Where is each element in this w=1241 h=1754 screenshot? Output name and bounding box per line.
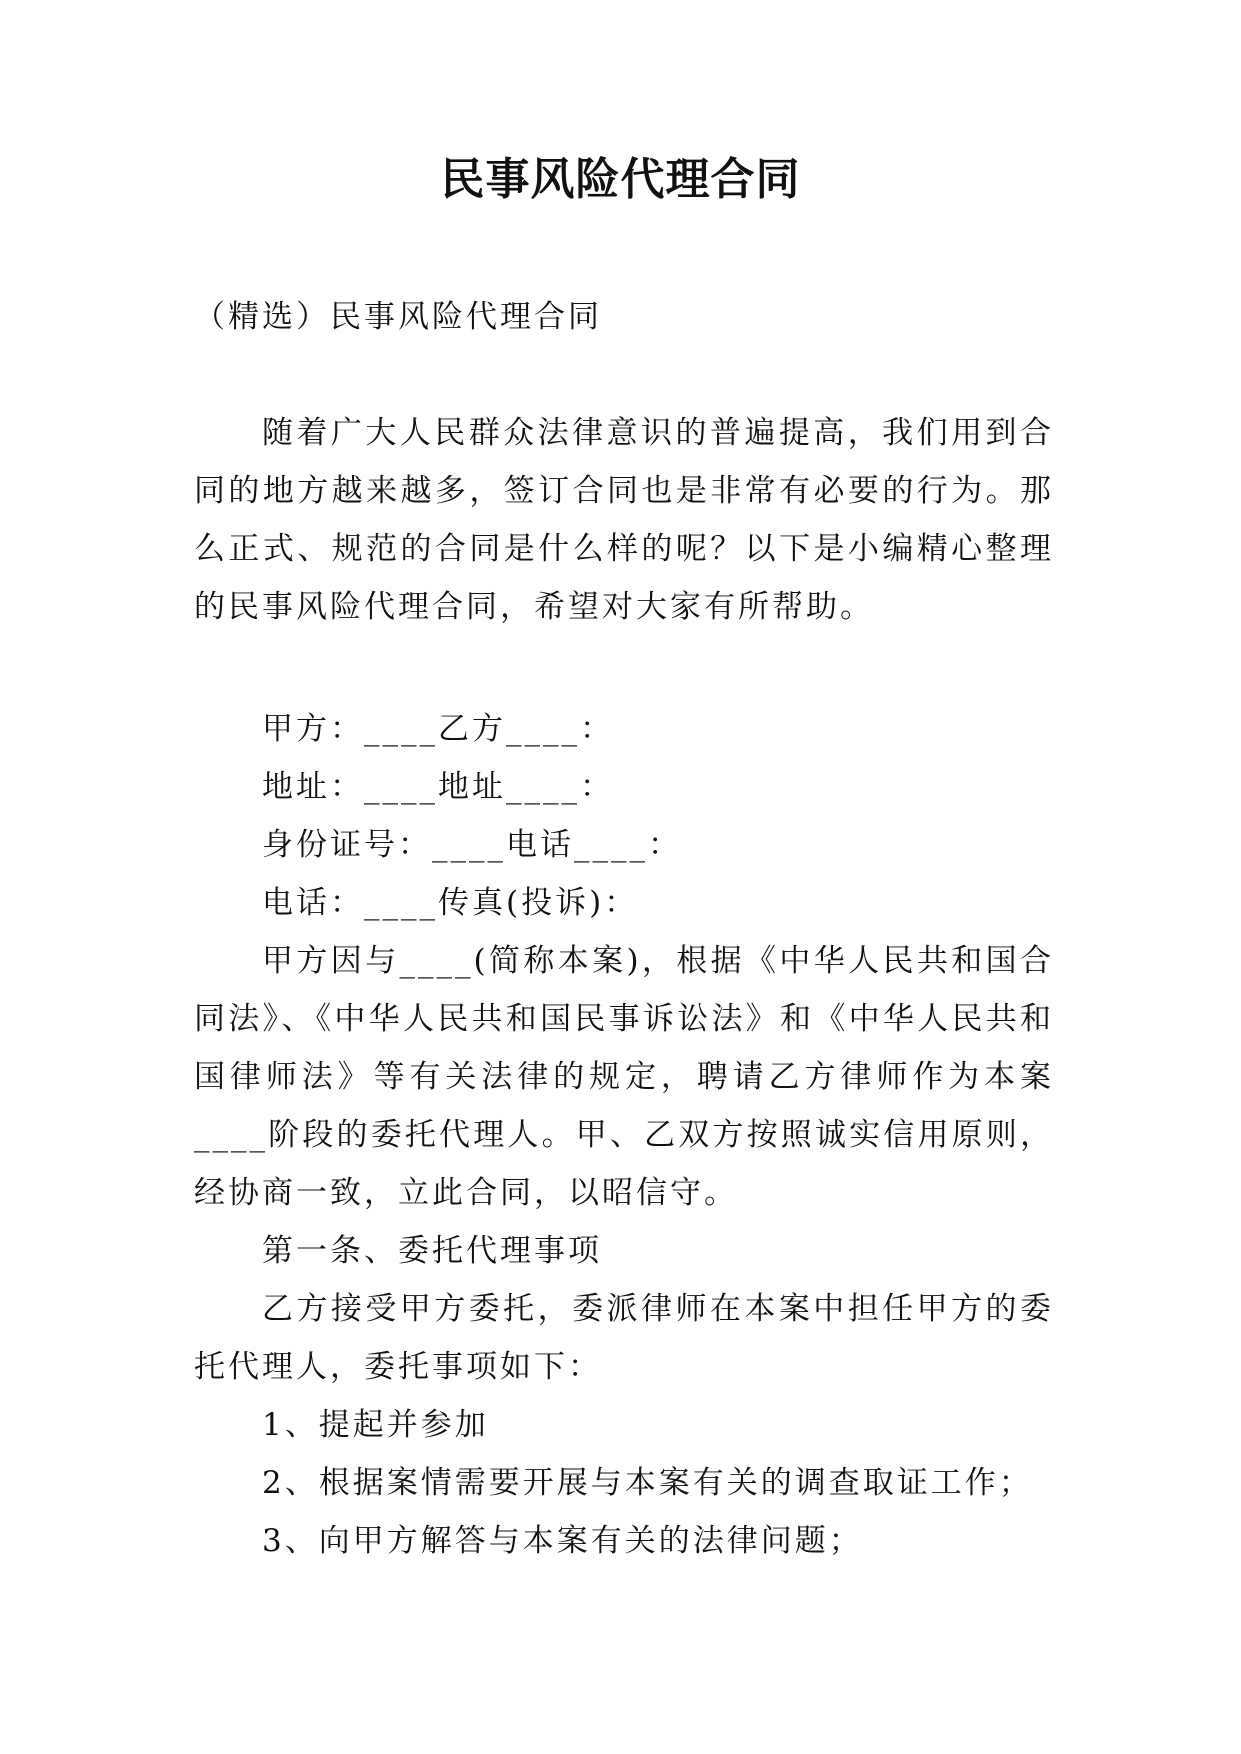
- party-names-line: 甲方：____乙方____：: [262, 711, 614, 747]
- list-item: 2、根据案情需要开展与本案有关的调查取证工作；: [262, 1465, 1033, 1501]
- document-subtitle: （精选）民事风险代理合同: [194, 299, 602, 335]
- address-line: 地址：____地址____：: [262, 769, 614, 805]
- list-item: 3、向甲方解答与本案有关的法律问题；: [262, 1523, 863, 1559]
- document-title: 民事风险代理合同: [440, 154, 801, 205]
- contract-body: [194, 700, 1054, 1570]
- article-1-heading: 第一条、委托代理事项: [262, 1233, 602, 1269]
- article-1-paragraph: 乙方接受甲方委托，委派律师在本案中担任甲方的委托代理人，委托事项如下：: [194, 1291, 1054, 1385]
- list-item: 1、提起并参加: [262, 1407, 489, 1443]
- intro-paragraph: 随着广大人民群众法律意识的普遍提高，我们用到合同的地方越来越多，签订合同也是非常有必要的行为。那么正式、规范的合同是什么样的呢？以下是小编精心整理的民事风险代理合同，希望对大家有所帮助。: [194, 415, 1054, 625]
- phone-fax-line: 电话：____传真(投诉)：: [262, 885, 639, 921]
- preamble-paragraph: 甲方因与____(简称本案)，根据《中华人民共和国合同法》、《中华人民共和国民事诉讼法》和《中华人民共和国律师法》等有关法律的规定，聘请乙方律师作为本案____阶段的委托代理人。甲、乙双方按照诚实信用原则，经协商一致，立此合同，以昭信守。: [194, 943, 1054, 1211]
- id-number-line: 身份证号：____电话____：: [262, 827, 682, 863]
